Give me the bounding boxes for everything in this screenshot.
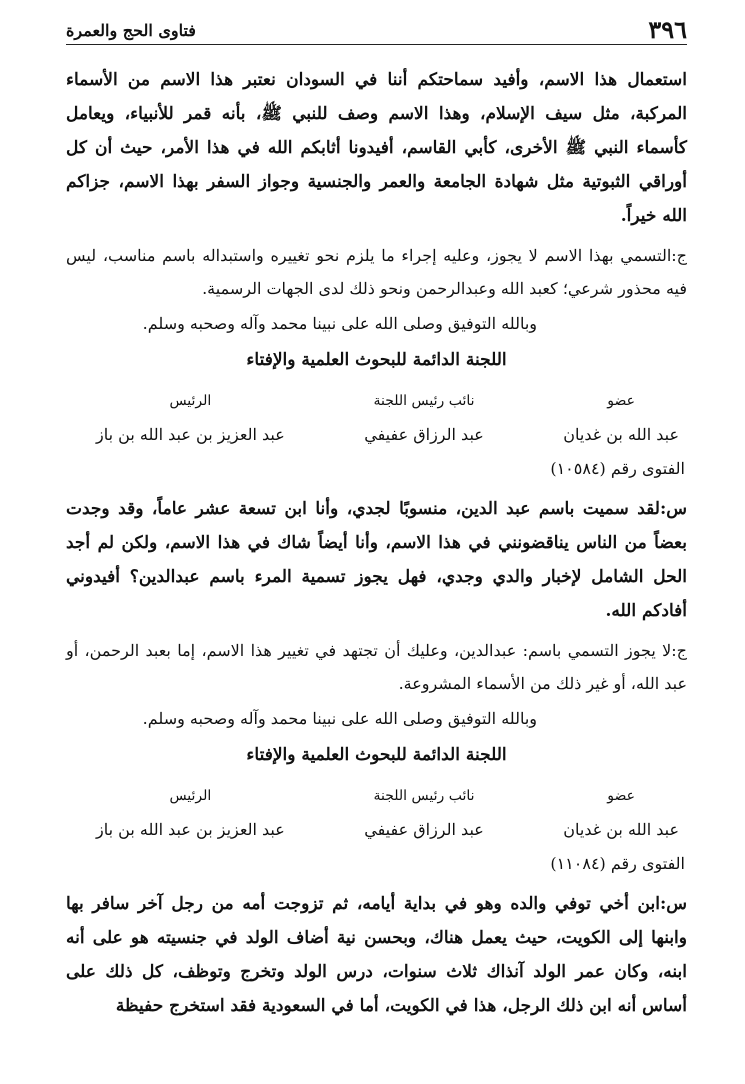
- closing-prayer: وبالله التوفيق وصلى الله على نبينا محمد وآله وصحبه وسلم.: [142, 709, 537, 728]
- signature-name: عبد الله بن غديان: [563, 425, 679, 444]
- signature-chair: [96, 384, 285, 452]
- running-title: فتاوى الحج والعمرة: [66, 21, 196, 40]
- signature-deputy: [364, 779, 484, 847]
- signature-name: عبد العزيز بن عبد الله بن باز: [96, 820, 285, 839]
- signature-block: [66, 779, 687, 847]
- signature-role: نائب رئيس اللجنة: [373, 788, 475, 804]
- signature-role: الرئيس: [169, 788, 212, 804]
- fatwa-number: الفتوى رقم (١٠٥٨٤): [550, 459, 685, 478]
- closing-prayer: وبالله التوفيق وصلى الله على نبينا محمد وآله وصحبه وسلم.: [142, 314, 537, 333]
- page-header: [66, 0, 687, 45]
- question-text: استعمال هذا الاسم، وأفيد سماحتكم أننا في السودان نعتبر هذا الاسم من الأسماء المركبة، مثل سيف الإسلام، وهذا الاسم وصف للنبي ﷺ، بأنه قمر للأنبياء، ويعامل كأسماء النبي ﷺ الأخرى، كأبي القاسم، أفيدونا أثابكم الله في هذا الأمر، حيث أن كل أوراقي الثبوتية مثل شهادة الجامعة والعمر والجنسية وجواز السفر بهذا الاسم، جزاكم الله خيراً.: [66, 70, 687, 226]
- answer-text: ج:التسمي بهذا الاسم لا يجوز، وعليه إجراء ما يلزم نحو تغييره واستبداله باسم مناسب، ليس فيه محذور شرعي؛ كعبد الله وعبدالرحمن ونحو ذلك لدى الجهات الرسمية.: [66, 246, 688, 298]
- fatwa-number: الفتوى رقم (١١٠٨٤): [550, 854, 685, 873]
- signature-deputy: [364, 384, 484, 452]
- signature-name: عبد الله بن غديان: [563, 820, 679, 839]
- signature-member: [563, 779, 679, 847]
- signature-block: [66, 384, 687, 452]
- signature-name: عبد الرزاق عفيفي: [364, 820, 484, 839]
- page-number: ٣٩٦: [648, 15, 687, 44]
- signature-role: عضو: [607, 788, 636, 804]
- signature-name: عبد الرزاق عفيفي: [364, 425, 484, 444]
- answer-text: ج:لا يجوز التسمي باسم: عبدالدين، وعليك أن تجتهد في تغيير هذا الاسم، إما بعبد الرحمن، أو عبد الله، أو غير ذلك من الأسماء المشروعة.: [66, 641, 687, 693]
- signature-role: عضو: [607, 393, 636, 409]
- signature-name: عبد العزيز بن عبد الله بن باز: [96, 425, 285, 444]
- signature-member: [563, 384, 679, 452]
- committee-title: اللجنة الدائمة للبحوث العلمية والإفتاء: [246, 745, 507, 765]
- signature-role: الرئيس: [169, 393, 212, 409]
- question-text: س:ابن أخي توفي والده وهو في بداية أيامه، ثم تزوجت أمه من رجل آخر سافر بها وابنها إلى الكويت، حيث يعمل هناك، وبحسن نية أضاف الولد في جنسيته هو على أنه ابنه، وكان عمر الولد آنذاك ثلاث سنوات، درس الولد وتخرج وتوظف، كل ذلك على أساس أنه ابن ذلك الرجل، هذا في الكويت، أما في السعودية فقد استخرج حفيظة: [66, 894, 687, 1016]
- committee-title: اللجنة الدائمة للبحوث العلمية والإفتاء: [246, 350, 507, 370]
- signature-role: نائب رئيس اللجنة: [373, 393, 475, 409]
- question-text: س:لقد سميت باسم عبد الدين، منسوبًا لجدي، وأنا ابن تسعة عشر عاماً، وقد وجدت بعضاً من الناس يناقضونني في هذا الاسم، وأنا أيضاً شاك في هذا الاسم، ولكن لم أجد الحل الشامل لإخبار والدي وجدي، فهل يجوز تسمية المرء باسم عبدالدين؟ أفيدوني أفادكم الله.: [66, 499, 687, 621]
- signature-chair: [96, 779, 285, 847]
